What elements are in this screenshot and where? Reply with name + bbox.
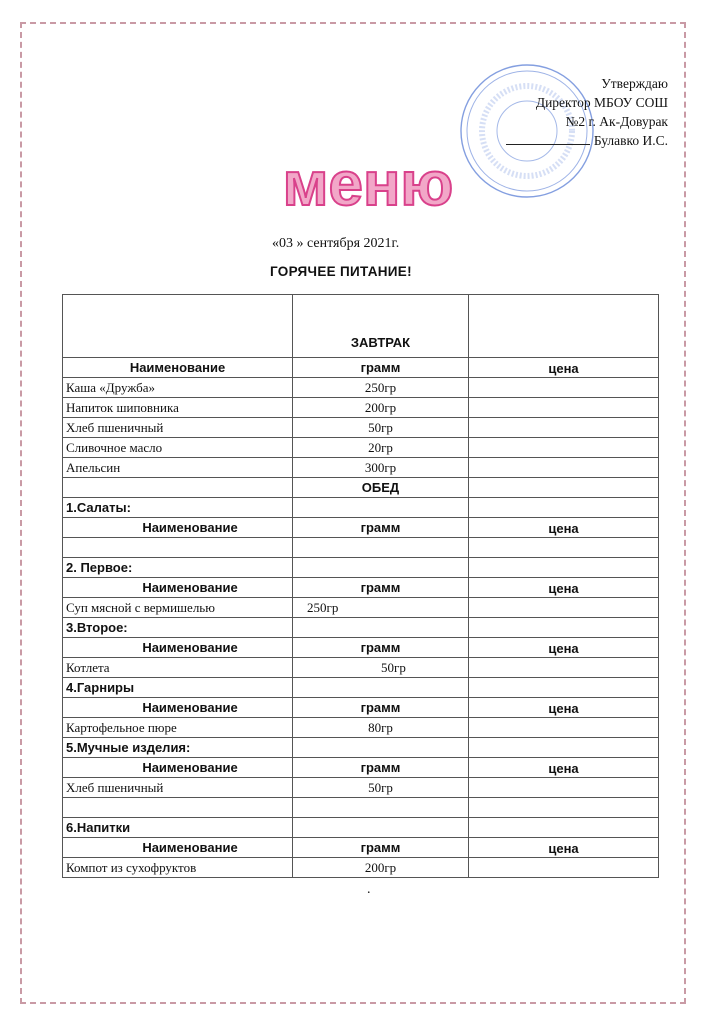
table-row: [63, 798, 659, 818]
approval-director-name: Булавко И.С.: [593, 133, 668, 148]
table-row: Напиток шиповника 200гр: [63, 398, 659, 418]
menu-table: [62, 294, 659, 878]
lunch-label: ОБЕД: [293, 478, 469, 498]
approval-block: [506, 74, 668, 150]
column-header-row: Наименование грамм цена: [63, 578, 659, 598]
table-row: Хлеб пшеничный 50гр: [63, 418, 659, 438]
breakfast-label: ЗАВТРАК: [293, 295, 469, 358]
section-row: 4.Гарниры: [63, 678, 659, 698]
table-row: Хлеб пшеничный 50гр: [63, 778, 659, 798]
section-row: 5.Мучные изделия:: [63, 738, 659, 758]
column-header-row: Наименование грамм цена: [63, 518, 659, 538]
hot-meals-heading: ГОРЯЧЕЕ ПИТАНИЕ!: [270, 264, 412, 279]
table-row: Суп мясной с вермишелью 250гр: [63, 598, 659, 618]
section-row: 2. Первое:: [63, 558, 659, 578]
lunch-header-row: [63, 478, 659, 498]
column-header-row: Наименование грамм цена: [63, 758, 659, 778]
footer-dot: .: [367, 882, 371, 897]
column-header-row: Наименование грамм цена: [63, 638, 659, 658]
column-header-row: Наименование грамм цена: [63, 358, 659, 378]
table-row: Сливочное масло 20гр: [63, 438, 659, 458]
column-header-row: Наименование грамм цена: [63, 838, 659, 858]
signature: [506, 144, 590, 145]
column-header-row: Наименование грамм цена: [63, 698, 659, 718]
table-row: [63, 538, 659, 558]
table-row: Каша «Дружба» 250гр: [63, 378, 659, 398]
table-row: Котлета 50гр: [63, 658, 659, 678]
approval-title: Утверждаю: [601, 76, 668, 91]
section-row: 3.Второе:: [63, 618, 659, 638]
table-row: Компот из сухофруктов 200гр: [63, 858, 659, 878]
approval-position: Директор МБОУ СОШ: [535, 95, 668, 110]
approval-school: №2 г. Ак-Довурак: [565, 114, 668, 129]
breakfast-header-row: [63, 295, 659, 358]
menu-date: «03 » сентября 2021г.: [272, 236, 400, 251]
section-row: 1.Салаты:: [63, 498, 659, 518]
menu-title: [268, 150, 468, 220]
table-row: Картофельное пюре 80гр: [63, 718, 659, 738]
approval-signature-line: [506, 131, 668, 150]
section-row: 6.Напитки: [63, 818, 659, 838]
table-row: Апельсин 300гр: [63, 458, 659, 478]
menu-title-text: меню: [282, 150, 454, 219]
